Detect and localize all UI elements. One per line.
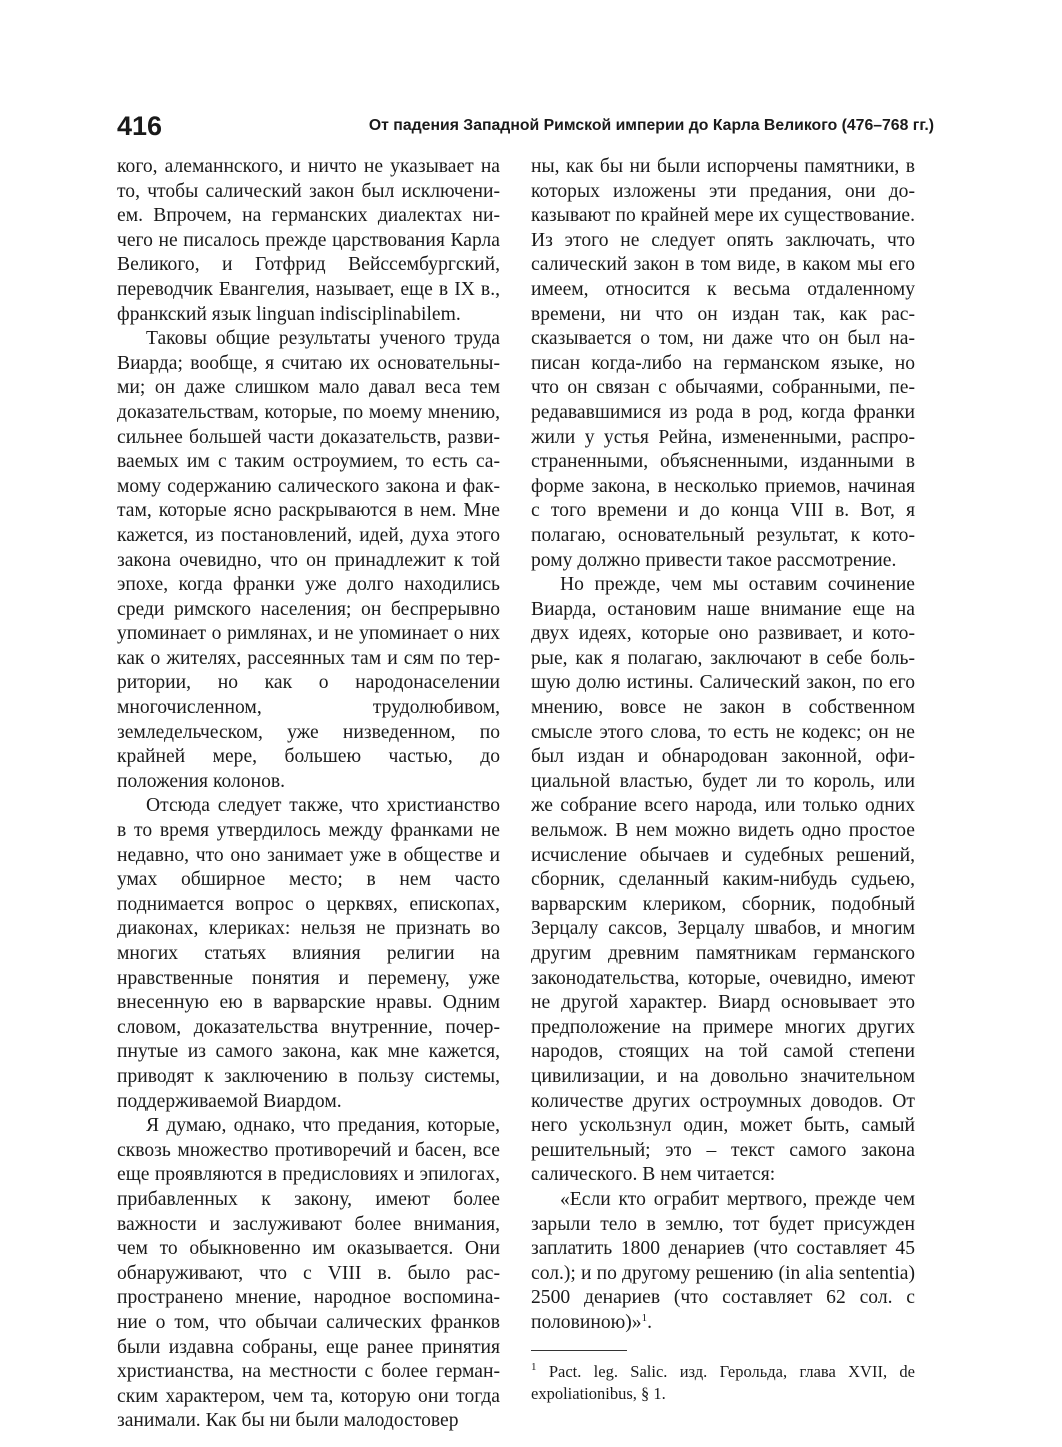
- quote-text: «Если кто ограбит мертвого, прежде чем зарыли тело в землю, тот будет присужден заплатить 1800 денариев (что составляет 45 сол.); и по другому решению (in alia sententia) 2500 денариев (что составляет 62 сол. с половиною)»: [531, 1188, 915, 1333]
- paragraph: Но прежде, чем мы оставим сочинение Виарда, остановим наше внимание еще на двух идеях, которые оно развивает, и которые, как я полагаю, заключают в себе большую долю истины. Салический закон, по его мнению, вовсе не закон в собственном смысле этого слова, то есть не кодекс; он не был издан и обнародован законной, официальной властью, будет ли то король, или же собрание всего народа, или только одних вельмож. В нем можно видеть одно простое исчисление обычаев и судебных решений, сборник, сделанный каким-нибудь судьею, варварским клериком, сборник, подобный Зерцалу саксов, Зерцалу швабов, и многим другим древним памятникам германского законодательства, которые, очевидно, имеют не другой характер. Виард основывает это предположение на примере многих других народов, стоящих на той самой степени цивилизации, и на довольно значительном количестве других остроумных доводов. От него ускользнул один, может быть, самый решительный; это – текст самого закона салического. В нем читается:: [531, 574, 915, 1186]
- paragraph: ны, как бы ни были испорчены памятники, в которых изложены эти предания, они доказывают по крайней мере их существование. Из этого не следует опять заключать, что салический закон в том виде, в каком мы его имеем, относится к весьма отдаленному времени, ни что он издан так, как рассказывается о том, ни даже что он был написан когда-либо на германском языке, но что он связан с обычаями, собранными, передававшимися из рода в род, когда франки жили у устья Рейна, измененными, распространенными, объясненными, изданными в форме закона, в несколько приемов, начиная с того времени и до конца VIII в. Вот, я полагаю, основательный результат, к которому должно привести такое рассмотрение.: [531, 156, 915, 571]
- page-header: [117, 108, 934, 144]
- footnote-divider: [531, 1350, 627, 1351]
- paragraph: кого, алеманнского, и ничто не указывает на то, чтобы салический закон был исключением. Впрочем, на германских диалектах ничего не писалось прежде царствования Карла Великого, и Готфрид Вейссембургский, переводчик Евангелия, называет, еще в IX в., франкский язык linguan indisciplinabilem.: [117, 156, 500, 325]
- footnote-mark: 1: [531, 1360, 537, 1373]
- paragraph: Отсюда следует также, что христианство в то время утвердилось между франками не недавно, что оно занимает уже в обществе и умах обширное место; в нем часто поднимается вопрос о церквях, епископах, диаконах, клериках: нельзя не признать во многих статьях влияния религии на нравственные понятия и перемену, уже внесенную ею в варварские нравы. Одним словом, доказательства внутренние, почерпнутые из самого закона, как мне кажется, приводят к заключению в пользу системы, поддерживаемой Виардом.: [117, 795, 500, 1112]
- footnote-reference[interactable]: 1: [641, 1311, 648, 1324]
- paragraph: Таковы общие результаты ученого труда Виарда; вообще, я считаю их основательными; он даже слишком мало давал веса тем доказательствам, которые, по моему мнению, сильнее большей части доказательств, развиваемых им с таким остроумием, то есть самому содержанию салического закона и фактам, которые ясно раскрываются в нем. Мне кажется, из постановлений, идей, духа этого закона очевидно, что он принадлежит к той эпохе, когда франки уже долго находились среди римского населения; он беспрерывно упоминает о римлянах, и не упоминает о них как о жителях, рассеянных там и сям по территории, но как о народонаселении многочисленном, трудолюбивом, земледельческом, уже низведенном, по крайней мере, большею частью, до положения колонов.: [117, 328, 500, 792]
- page-number: 416: [117, 111, 163, 141]
- footnote-text: Pact. leg. Salic. изд. Герольда, глава XVII, de expoliationibus, § 1.: [531, 1361, 915, 1403]
- running-title: От падения Западной Римской империи до Карла Великого (476–768 гг.): [368, 117, 934, 134]
- left-column: [117, 155, 500, 1434]
- paragraph: Я думаю, однако, что предания, которые, сквозь множество противоречий и басен, все еще проявляются в предисловиях и эпилогах, прибавленных к закону, имеют более важности и заслуживают более внимания, чем то обыкновенно им оказывается. Они обнаруживают, что с VIII в. было распространено мнение, народное воспоминание о том, что обычаи салических франков были издавна собраны, еще ранее принятия христианства, на местности с более германским характером, чем та, которую они тогда занимали. Как бы ни были малодостовер: [117, 1115, 500, 1432]
- quote-paragraph: «Если кто ограбит мертвого, прежде чем зарыли тело в землю, тот будет присужден заплатить 1800 денариев (что составляет 45 сол.); и по другому решению (in alia sententia) 2500 денариев (что составляет 62 сол. с половиною)»$^1$.: [531, 1188, 915, 1333]
- right-column: [531, 155, 915, 1405]
- footnote: [531, 1361, 915, 1405]
